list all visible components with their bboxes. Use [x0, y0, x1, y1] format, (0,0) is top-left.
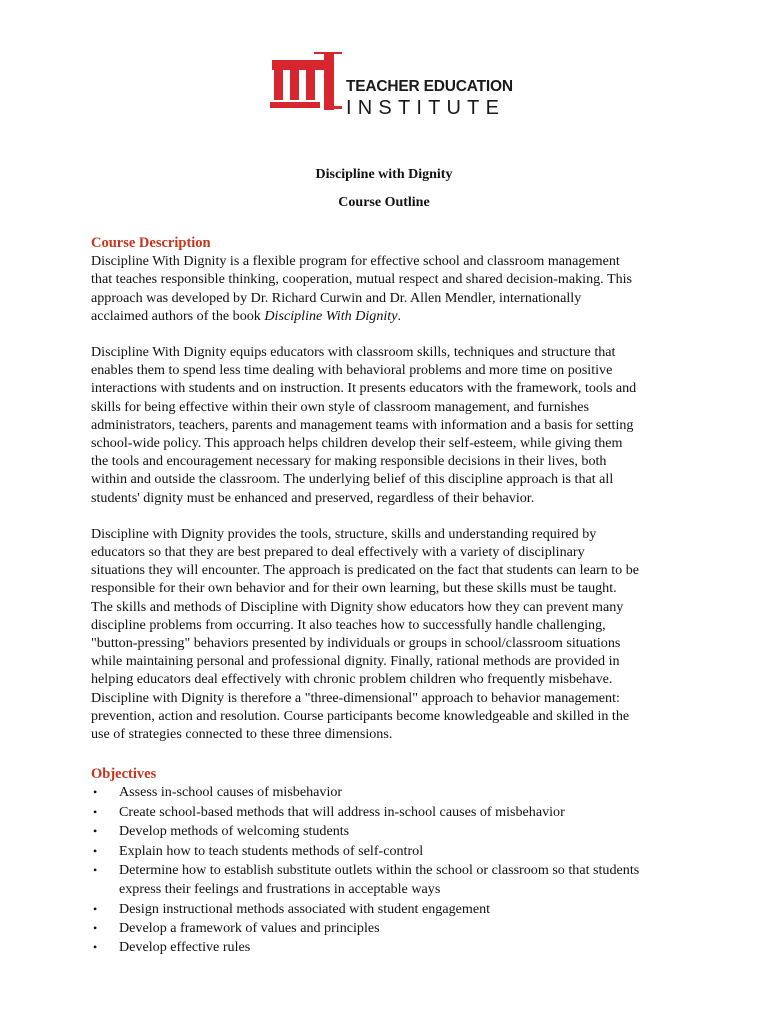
logo-text-line1: TEACHER EDUCATION [346, 78, 513, 95]
bullet-icon: • [93, 843, 98, 858]
description-paragraph-3 [91, 525, 691, 743]
objective-text: Develop effective rules [119, 939, 251, 956]
text-line: . [397, 307, 401, 324]
text-line: Discipline with Dignity is therefore a "three-dimensional" approach to behavior management: [91, 689, 620, 706]
objective-text: Develop a framework of values and principles [119, 919, 380, 936]
objective-text: Assess in-school causes of misbehavior [119, 784, 343, 801]
text-line: educators so that they are best prepared to deal effectively with a variety of disciplinary [91, 544, 585, 561]
objective-text: Design instructional methods associated with student engagement [119, 900, 491, 917]
document-body [91, 234, 691, 958]
text-line: Discipline With Dignity equips educators with classroom skills, techniques and structure that [91, 344, 616, 361]
text-line: acclaimed authors of the book [91, 307, 265, 324]
bullet-icon: • [93, 920, 98, 935]
text-line: "button-pressing" behaviors presented by individuals or groups in school/classroom situations [91, 635, 621, 652]
bullet-icon: • [93, 785, 98, 800]
document-title: Discipline with Dignity [315, 167, 453, 182]
text-line: Discipline with Dignity provides the tools, structure, skills and understanding required by [91, 525, 597, 542]
list-item [91, 842, 691, 861]
objective-text: Develop methods of welcoming students [119, 823, 350, 840]
list-item [91, 919, 691, 938]
objectives-heading: Objectives [91, 766, 157, 783]
list-item [91, 900, 691, 919]
bullet-icon: • [93, 901, 98, 916]
text-line: helping educators deal effectively with chronic problem children who frequently misbehave. [91, 671, 613, 688]
list-item [91, 938, 691, 957]
text-line: school-wide policy. This approach helps children develop their self-esteem, while giving them [91, 435, 623, 452]
text-line: interactions with students and on instruction. It presents educators with the framework, tools and [91, 380, 637, 397]
text-line: responsible for their own behavior and for their own learning, but these skills must be taught. [91, 580, 617, 597]
text-line: while maintaining personal and professional dignity. Finally, rational methods are provided in [91, 653, 620, 670]
objective-text: Determine how to establish substitute outlets within the school or classroom so that students [119, 862, 640, 879]
list-item [91, 822, 691, 841]
text-line: situations they will encounter. The approach is predicated on the fact that students can learn to be [91, 562, 640, 579]
logo-mark-icon [270, 44, 342, 116]
description-paragraph-2 [91, 343, 691, 507]
text-line: students' dignity must be enhanced and preserved, regardless of their behavior. [91, 489, 535, 506]
course-description-heading: Course Description [91, 235, 211, 251]
text-line: use of strategies connected to these three dimensions. [91, 726, 393, 743]
bullet-icon: • [93, 804, 98, 819]
text-line: enables them to spend less time dealing with behavioral problems and more time on positive [91, 362, 613, 379]
text-line: administrators, teachers, parents and management teams with information and a basis for setting [91, 416, 634, 433]
text-line: approach was developed by Dr. Richard Curwin and Dr. Allen Mendler, internationally [91, 289, 582, 306]
text-line: the tools and encouragement necessary for making responsible decisions in their lives, both [91, 453, 607, 470]
text-line: prevention, action and resolution. Course participants become knowledgeable and skilled in the [91, 707, 630, 724]
teacher-education-institute-logo [270, 44, 513, 124]
document-subtitle: Course Outline [338, 195, 430, 210]
text-line: Discipline With Dignity is a flexible program for effective school and classroom management [91, 253, 620, 270]
description-paragraph-1 [91, 252, 691, 325]
bullet-icon: • [93, 824, 98, 839]
book-title: Discipline With Dignity [264, 307, 398, 324]
text-line: discipline problems from occurring. It also teaches how to successfully handle challenging, [91, 616, 606, 633]
objective-text: Create school-based methods that will address in-school causes of misbehavior [119, 803, 565, 820]
text-line: that teaches responsible thinking, cooperation, mutual respect and shared decision-making. This [91, 271, 633, 288]
list-item [91, 803, 691, 822]
text-line: within and outside the classroom. The underlying belief of this discipline approach is that all [91, 471, 614, 488]
objective-text: express their feelings and frustrations in acceptable ways [119, 881, 441, 898]
list-item [91, 783, 691, 802]
text-line: The skills and methods of Discipline with Dignity show educators how they can prevent many [91, 598, 624, 615]
objectives-list [91, 783, 691, 957]
list-item [91, 861, 691, 898]
objective-text: Explain how to teach students methods of self-control [119, 842, 424, 859]
bullet-icon: • [93, 863, 98, 878]
text-line: skills for being effective within their own style of classroom management, and furnishes [91, 398, 589, 415]
logo-text-line2: INSTITUTE [346, 97, 506, 119]
bullet-icon: • [93, 940, 98, 955]
